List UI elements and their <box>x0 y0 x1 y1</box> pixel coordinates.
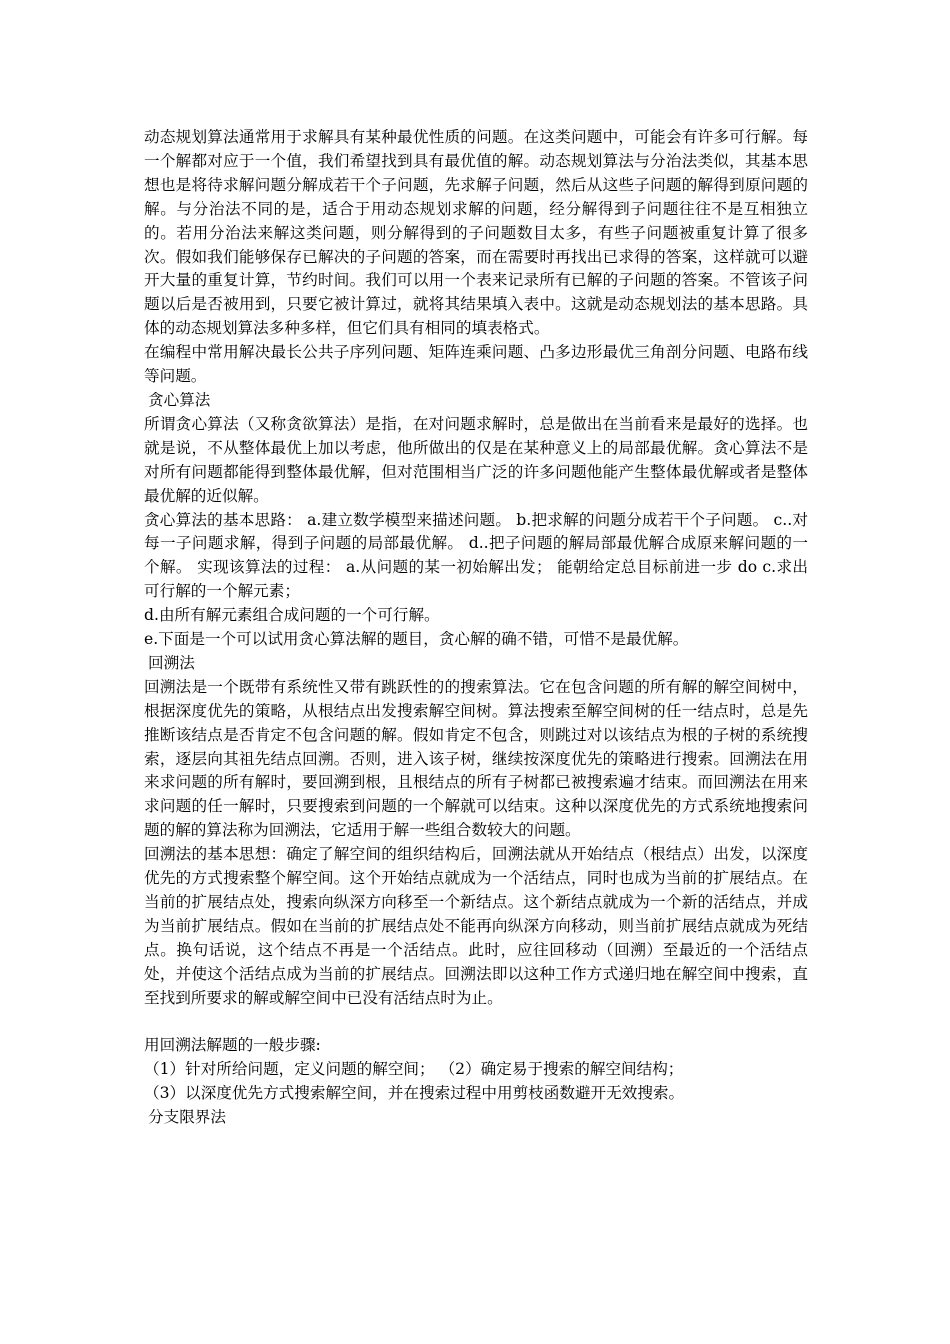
greedy-step-e-paragraph: e.下面是一个可以试用贪心算法解的题目，贪心解的确不错，可惜不是最优解。 <box>144 630 689 649</box>
dp-intro-paragraph: 动态规划算法通常用于求解具有某种最优性质的问题。在这类问题中，可能会有许多可行解。每一个解都对应于一个值，我们希望找到具有最优值的解。动态规划算法与分治法类似，其基本思想也是将待求解问题分解成若干个子问题，先求解子问题，然后从这些子问题的解得到原问题的解。与分治法不同的是，适合于用动态规划求解的问题，经分解得到子问题往往不是互相独立的。若用分治法来解这类问题，则分解得到的子问题数目太多，有些子问题被重复计算了很多次。假如我们能够保存已解决的子问题的答案，而在需要时再找出已求得的答案，这样就可以避开大量的重复计算，节约时间。我们可以用一个表来记录所有已解的子问题的答案。不管该子问题以后是否被用到，只要它被计算过，就将其结果填入表中。这就是动态规划法的基本思路。具体的动态规划算法多种多样，但它们具有相同的填表格式。 <box>144 128 808 338</box>
backtracking-step-3: （3）以深度优先方式搜索解空间，并在搜索过程中用剪枝函数避开无效搜索。 <box>144 1084 685 1103</box>
greedy-steps-paragraph: 贪心算法的基本思路： a.建立数学模型来描述问题。 b.把求解的问题分成若干个子问题。 c..对每一子问题求解，得到子问题的局部最优解。 d..把子问题的解局部最优解合成原来解问题的一个解。 实现该算法的过程： a.从问题的某一初始解出发； 能朝给定总目标前进一步 do c.求出可行解的一个解元素； <box>144 510 808 601</box>
backtracking-intro-paragraph: 回溯法是一个既带有系统性又带有跳跃性的的搜索算法。它在包含问题的所有解的解空间树中，根据深度优先的策略，从根结点出发搜索解空间树。算法搜索至解空间树的任一结点时，总是先推断该结点是否肯定不包含问题的解。假如肯定不包含，则跳过对以该结点为根的子树的系统搜索，逐层向其祖先结点回溯。否则，进入该子树，继续按深度优先的策略进行搜索。回溯法在用来求问题的所有解时，要回溯到根，且根结点的所有子树都已被搜索遍才结束。而回溯法在用来求问题的任一解时，只要搜索到问题的一个解就可以结束。这种以深度优先的方式系统地搜索问题的解的算法称为回溯法，它适用于解一些组合数较大的问题。 <box>144 677 808 840</box>
dp-applications-paragraph: 在编程中常用解决最长公共子序列问题、矩阵连乘问题、凸多边形最优三角剖分问题、电路布线等问题。 <box>144 343 808 386</box>
branch-and-bound-heading: 分支限界法 <box>148 1108 226 1127</box>
backtracking-step-1-2: （1）针对所给问题，定义问题的解空间； （2）确定易于搜索的解空间结构； <box>144 1060 684 1079</box>
backtracking-heading: 回溯法 <box>148 653 195 672</box>
backtracking-steps-title: 用回溯法解题的一般步骤: <box>144 1036 321 1055</box>
greedy-heading: 贪心算法 <box>148 390 211 409</box>
blank-line <box>144 1011 808 1035</box>
greedy-step-d-paragraph: d.由所有解元素组合成问题的一个可行解。 <box>144 606 440 625</box>
backtracking-idea-paragraph: 回溯法的基本思想：确定了解空间的组织结构后，回溯法就从开始结点（根结点）出发，以深度优先的方式搜索整个解空间。这个开始结点就成为一个活结点，同时也成为当前的扩展结点。在当前的扩展结点处，搜索向纵深方向移至一个新结点。这个新结点就成为一个新的活结点，并成为当前扩展结点。假如在当前的扩展结点处不能再向纵深方向移动，则当前扩展结点就成为死结点。换句话说，这个结点不再是一个活结点。此时，应往回移动（回溯）至最近的一个活结点处，并使这个活结点成为当前的扩展结点。回溯法即以这种工作方式递归地在解空间中搜索，直至找到所要求的解或解空间中已没有活结点时为止。 <box>144 845 808 1007</box>
document-body <box>144 126 808 1130</box>
greedy-definition-paragraph: 所谓贪心算法（又称贪欲算法）是指，在对问题求解时，总是做出在当前看来是最好的选择。也就是说，不从整体最优上加以考虑，他所做出的仅是在某种意义上的局部最优解。贪心算法不是对所有问题都能得到整体最优解，但对范围相当广泛的许多问题他能产生整体最优解或者是整体最优解的近似解。 <box>144 414 808 505</box>
